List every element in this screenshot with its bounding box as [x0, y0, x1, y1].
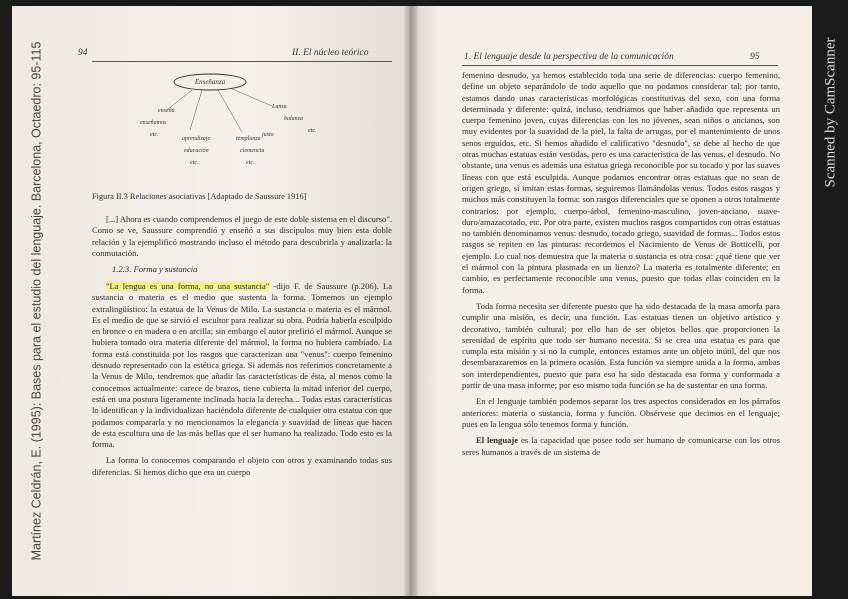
lenguaje-term: El lenguaje [476, 435, 519, 446]
right-header-rule [462, 65, 778, 66]
book-gutter [404, 6, 418, 596]
right-page-number: 95 [750, 52, 760, 62]
intro-block [92, 214, 392, 264]
left-page-number: 94 [78, 48, 88, 58]
highlighted-quote: "La lengua es una forma, no una sustancia" [106, 281, 270, 291]
diagram-node-7: templanza [236, 136, 261, 142]
diagram-node-10: justo [262, 132, 274, 138]
citation-text: Martínez Celdrán, E. (1995): Bases para el estudio del lenguaje. Barcelona, Octaedro: 95-115 [29, 41, 44, 561]
diagram-node-9: etc. [246, 160, 255, 166]
left-body [92, 281, 392, 483]
section-heading: 1.2.3. Forma y sustancia [112, 264, 198, 274]
diagram-node-12: balanza [284, 116, 304, 122]
scanned-book-spread [12, 6, 812, 596]
diagram-node-1: enseña [158, 108, 175, 114]
diagram-node-13: etc. [308, 128, 317, 134]
comparison-paragraph: La forma lo conocemos comparando el objeto con otros y examinando todas sus diferencias. Si hemos dicho que era un cuerpo [92, 455, 392, 477]
right-page [410, 6, 812, 596]
scanner-label: Scanned by CamScanner [822, 37, 839, 187]
forma-paragraph [92, 281, 392, 450]
side-citation [16, 16, 56, 586]
lenguaje-text: es la capacidad que posee todo ser humano de comunicarse con los otros seres humanos a través de un sistema de [462, 435, 780, 457]
function-paragraph: Toda forma necesita ser diferente puesto que ha sido destacada de la masa amorfa para cumplir una misión, es decir, una función. Las estatuas tienen un objetivo artístico y decorativo, también cultural; por ello han de ser objetos bellos que proporcionen la serenidad de espíritu que todo ser humano necesita. Si se crea una estatua es para que cumpla esta misión y si no la cumple, entonces estamos ante un objeto inútil, del que nos desembarazaremos en la primera ocasión. Esta función va siempre unida a la forma, ambas son interdependientes, puesto que para eso ha sido destacada esa forma y conformada a partir de una masa informe; por eso mismo toda función se ha de sustentar en una forma. [462, 300, 780, 391]
language-aspects-paragraph: En el lenguaje también podemos separar los tres aspectos considerados en los párrafos anteriores: materia o sustancia, forma y función. Obsérvese que decimos en el lenguaje; pues en la lengua sólo tenemos forma y función. [462, 396, 780, 429]
left-header-rule [92, 61, 392, 62]
lenguaje-paragraph [462, 435, 780, 458]
diagram-node-5: educación [184, 148, 209, 154]
left-running-head: II. El núcleo teórico [292, 48, 369, 58]
scanner-watermark [818, 12, 844, 212]
left-page [12, 6, 410, 596]
diagram-node-11: Lanza [272, 104, 287, 110]
intro-paragraph: [...] Ahora es cuando comprendemos el juego de este doble sistema en el discurso". Como se ve, Saussure comprendió y enseñó a sus discípulos muy bien esta doble relación y la ejemplificó mostrando incluso el método para descubrirla y analizarla: la conmutación. [92, 214, 392, 258]
figure-caption: Figura II.3 Relaciones asociativas [Adaptado de Saussure 1916] [92, 192, 307, 201]
right-body [462, 70, 780, 463]
associative-diagram [112, 68, 362, 183]
diagram-center: Enseñanza [194, 78, 226, 86]
diagram-node-8: clemencia [240, 148, 265, 154]
venus-paragraph: femenino desnudo, ya hemos establecido toda una serie de diferencias: cuerpo femenino, define un objeto separándolo de todo aquello que no podamos considerar tal; por tanto, estamos dando unas características morfológicas constitutivas del sexo, con una forma determinada y diferente: quizá, incluso, tendríamos que haber añadido que representa un cuerpo femenino joven, cuyas diferencias con los no jóvenes, sean niños o ancianos, son muy evidentes por la suavidad de la piel, la falta de arrugas, por el mantenimiento de unos senos erguidos, etc. Si hemos añadido el calificativo "desnudo", se debe al hecho de que otras muchas estatuas están vestidas, pero es una característica de las venus, el desnudo. No obstante, una venus es además una estatua griega reconocible por su tocado y por las suaves líneas con que está esculpida. Aunque podamos encontrar otras estatuas que no sean de origen griego, si imitan estas formas, seguiremos llamándolas venus. Todos estos rasgos y muchos más constituyen la forma: son rasgos diferenciales que se oponen a otros totalmente contrarios; por ejemplo, cuerpo-árbol, femenino-masculino, joven-anciano, suave-duro/amazacotado, etc. Por otra parte, existen muchos rasgos compartidos con otras estatuas no también denominamos venus: desnudo, tocado griego, suavidad de formas... Todos estos rasgos se repiten en las pinturas: recordemos el Nacimiento de Venus de Botticelli, por ejemplo. Lo cual nos demuestra que la materia o sustancia es otra cosa: ¿qué tiene que ver el mármol con la pintura plasmada en un lienzo? La materia es totalmente diferente; en cambio, es perfectamente reconocible una venus, puesto que todas ellas coinciden en la forma. [462, 70, 780, 295]
diagram-node-4: aprendizaje [182, 136, 211, 142]
right-running-head: 1. El lenguaje desde la perspectiva de la comunicación [464, 52, 674, 62]
diagram-node-2: enseñamos [140, 120, 167, 126]
diagram-node-6: etc. [190, 160, 199, 166]
forma-paragraph-text: -dijo F. de Saussure (p.206). La sustancia o materia es el medio que sustenta la forma. Tomemos un ejemplo extralingüístico: la estatua de la Venus de Milo. La sustancia o materia es el mármol. Es el medio de que se sirvió el escultor para realizar su obra. Podría haberla esculpido en bronce o en madera o en arcilla; sin embargo el autor prefirió el mármol. Aunque se hubiera tomado otra materia diferente del mármol, la forma no hubiera cambiado. La forma está constituida por los rasgos que caracterizan una "venus": cuerpo femenino desnudo representado con la estética griega. Si además nos referimos concretamente a la Venus de Milo, tendremos que añadir las características de ésta, al menos como la conocemos actualmente: carece de brazos, tiene cubierta la mitad inferior del cuerpo, está en una postura ligeramente inclinada hacia la derecha... Todas estas características lo identifican y la individualizan haciéndola diferente de cualquier otra estatua con que podamos compararla y no mencionamos la elegancia y suavidad de líneas que hacen de esta escultura una de las más bellas que el ser humano ha realizado. Todo esto es la forma. [92, 281, 393, 450]
diagram-node-3: etc. [150, 132, 159, 138]
